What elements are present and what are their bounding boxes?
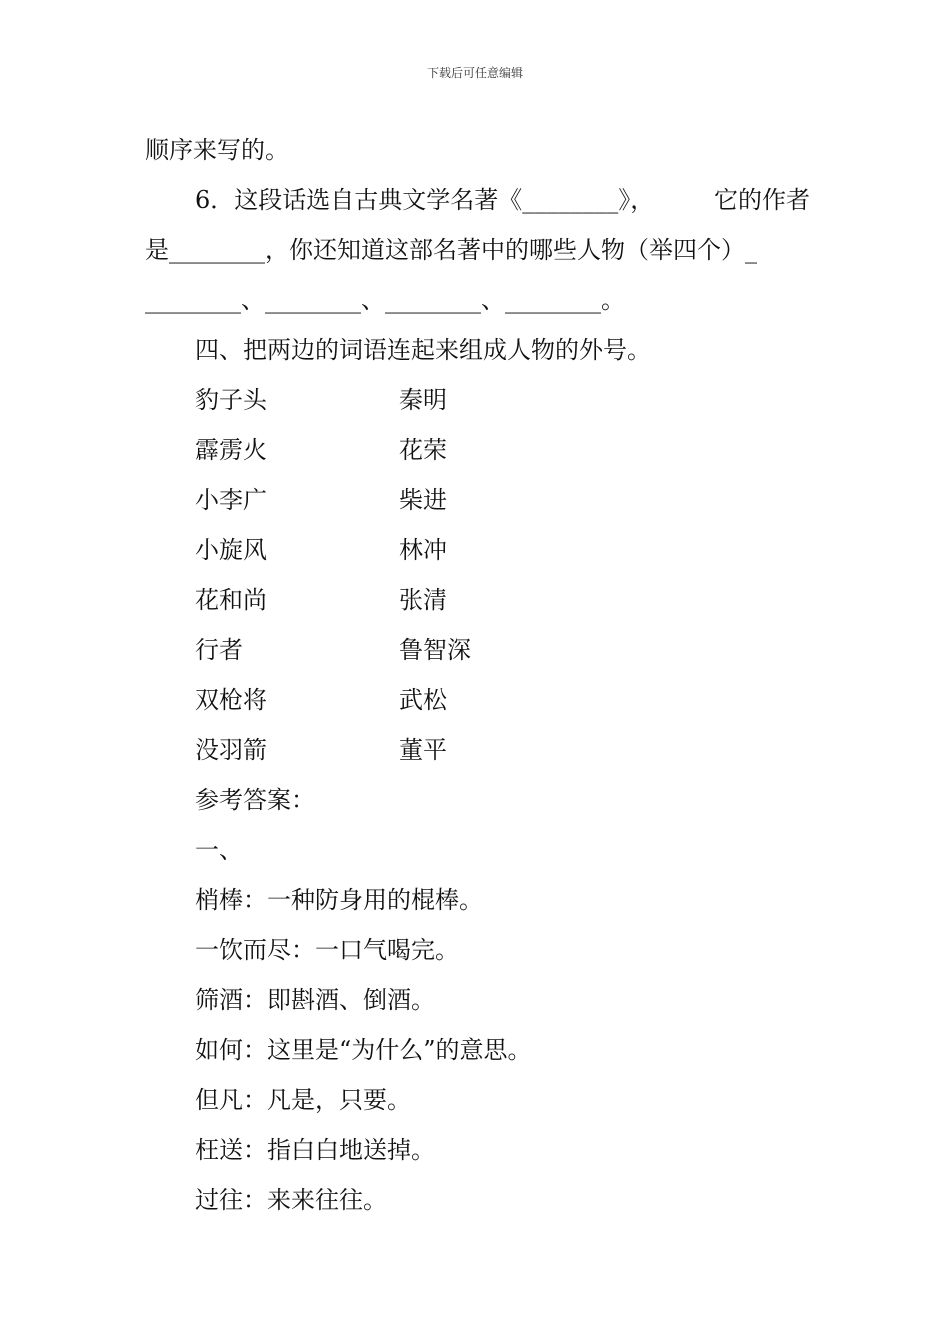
nickname-left: 小李广: [195, 486, 267, 514]
nickname-pair-row: [145, 575, 810, 625]
answers-title: 参考答案：: [195, 786, 315, 814]
answer-item: 梢棒：一种防身用的棍棒。: [195, 886, 483, 914]
answer-item: 筛酒：即斟酒、倒酒。: [195, 986, 435, 1014]
nickname-right: 董平: [399, 736, 447, 764]
section-4-title: 四、把两边的词语连起来组成人物的外号。: [195, 336, 651, 364]
nickname-pair-row: [145, 425, 810, 475]
nickname-left: 霹雳火: [195, 436, 267, 464]
answer-item: 过往：来来往往。: [195, 1186, 387, 1214]
nickname-right: 林冲: [399, 536, 447, 564]
nickname-left: 小旋风: [195, 536, 267, 564]
question-6-line-3: ________、________、________、________。: [145, 286, 625, 314]
nickname-left: 双枪将: [195, 686, 267, 714]
nickname-left: 没羽箭: [195, 736, 267, 764]
answer-item: 如何：这里是“为什么”的意思。: [195, 1036, 532, 1064]
nickname-right: 武松: [399, 686, 447, 714]
nickname-left: 豹子头: [195, 386, 267, 414]
nickname-pair-row: [145, 375, 810, 425]
answer-item: 一饮而尽：一口气喝完。: [195, 936, 459, 964]
document-body: [145, 125, 810, 1225]
nickname-right: 秦明: [399, 386, 447, 414]
nickname-right: 花荣: [399, 436, 447, 464]
nickname-left: 行者: [195, 636, 243, 664]
intro-tail-text: 顺序来写的。: [145, 136, 289, 164]
nickname-left: 花和尚: [195, 586, 267, 614]
answer-item: 枉送：指白白地送掉。: [195, 1136, 435, 1164]
nickname-right: 柴进: [399, 486, 447, 514]
question-6-text-right: 它的作者: [714, 186, 810, 214]
nickname-right: 张清: [399, 586, 447, 614]
nickname-pair-row: [145, 725, 810, 775]
nickname-pair-row: [145, 475, 810, 525]
question-6-line-1: [145, 175, 810, 225]
answer-item: 但凡：凡是，只要。: [195, 1086, 411, 1114]
nickname-pair-row: [145, 525, 810, 575]
question-6-line-2: 是________，你还知道这部名著中的哪些人物（举四个）_: [145, 236, 757, 264]
page-header: 下载后可任意编辑: [426, 66, 523, 80]
nickname-pair-row: [145, 625, 810, 675]
answers-section-1-label: 一、: [195, 836, 243, 864]
question-6-text-left: 6．这段话选自古典文学名著《________》，: [195, 186, 655, 214]
nickname-pair-row: [145, 675, 810, 725]
nickname-right: 鲁智深: [399, 636, 471, 664]
